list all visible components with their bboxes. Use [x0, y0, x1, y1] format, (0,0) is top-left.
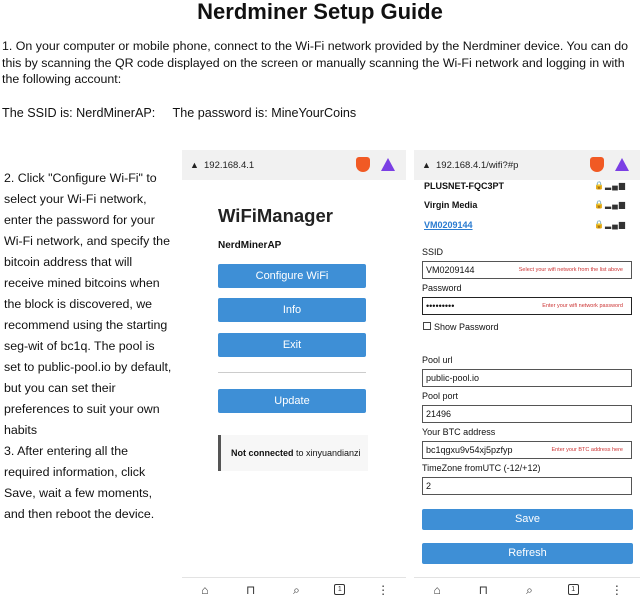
lock-signal-icon: 🔒▂▄▆	[594, 200, 626, 209]
wifimanager-title: WiFiManager	[218, 205, 333, 226]
search-icon[interactable]: ⌕	[526, 582, 533, 597]
address-bar[interactable]	[182, 150, 406, 180]
connection-status	[218, 435, 368, 471]
wifi-network-item[interactable]: VM0209144	[424, 220, 473, 230]
bookmark-icon[interactable]: ⊓	[246, 582, 256, 597]
browser-nav-bar	[182, 577, 406, 601]
btc-address-hint: Enter your BTC address here	[551, 447, 623, 453]
pool-port-value: 21496	[426, 409, 452, 419]
status-network: to xinyuandianzi	[293, 448, 361, 458]
divider	[218, 372, 366, 373]
lock-signal-icon: 🔒▂▄▆	[594, 220, 626, 229]
tabs-icon[interactable]: 1	[568, 584, 579, 595]
btc-address-value: bc1qgxu9v54xj5pzfyp	[426, 445, 513, 455]
save-button[interactable]: Save	[422, 509, 633, 530]
timezone-input[interactable]	[422, 477, 632, 495]
credentials-text: The SSID is: NerdMinerAP: The password is: MineYourCoins	[2, 106, 357, 120]
url-text: 192.168.4.1	[204, 160, 255, 171]
btc-address-input[interactable]	[422, 441, 632, 459]
password-hint: Enter your wifi network password	[542, 303, 623, 309]
brave-icon[interactable]	[356, 157, 370, 172]
password-label: Password	[422, 283, 462, 293]
wifi-config-screenshot	[414, 150, 640, 601]
warning-icon: ▲	[422, 160, 431, 170]
page-title: Nerdminer Setup Guide	[197, 0, 443, 24]
btc-address-label: Your BTC address	[422, 427, 496, 437]
ap-name: NerdMinerAP	[218, 240, 282, 251]
wifimanager-home-screenshot	[182, 150, 406, 601]
rewards-triangle-icon[interactable]	[615, 158, 629, 171]
home-icon[interactable]: ⌂	[201, 582, 209, 597]
address-bar[interactable]	[414, 150, 640, 180]
tabs-icon[interactable]: 1	[334, 584, 345, 595]
step-1-text: 1. On your computer or mobile phone, connect to the Wi-Fi network provided by the Nerdminer device. You can do this by scanning the QR code displayed on the screen or manually scanning the Wi-Fi network and logging in with the following account:	[2, 39, 629, 87]
bookmark-icon[interactable]: ⊓	[478, 582, 488, 597]
url-text: 192.168.4.1/wifi?#p	[436, 160, 519, 171]
status-bold: Not connected	[231, 448, 294, 458]
ssid-label: SSID	[422, 247, 444, 257]
pool-port-input[interactable]	[422, 405, 632, 423]
search-icon[interactable]: ⌕	[293, 582, 300, 597]
ssid-input[interactable]	[422, 261, 632, 279]
wifi-network-item[interactable]: PLUSNET-FQC3PT	[424, 181, 505, 191]
refresh-button[interactable]: Refresh	[422, 543, 633, 564]
info-button[interactable]: Info	[218, 298, 366, 322]
timezone-label: TimeZone fromUTC (-12/+12)	[422, 463, 541, 473]
wifi-network-item[interactable]: Virgin Media	[424, 200, 478, 210]
step-3-text: 3. After entering all the required information, click Save, wait a few moments, and then reboot the device.	[4, 444, 155, 521]
lock-signal-icon: 🔒▂▄▆	[594, 181, 626, 190]
timezone-value: 2	[426, 481, 432, 491]
password-value: •••••••••	[426, 301, 455, 311]
home-icon[interactable]: ⌂	[433, 582, 441, 597]
brave-icon[interactable]	[590, 157, 604, 172]
browser-nav-bar	[414, 577, 640, 601]
pool-url-value: public-pool.io	[426, 373, 480, 383]
rewards-triangle-icon[interactable]	[381, 158, 395, 171]
step-2-text: 2. Click "Configure Wi-Fi" to select your Wi-Fi network, enter the password for your Wi-Fi network, and specify the bitcoin address that will receive mined bitcoins when the block is discovered, we recommend using the starting seg-wit of bc1q. The pool is set to public-pool.io by default, but you can set their preferences to suit your own habits	[4, 171, 172, 437]
warning-icon: ▲	[190, 160, 199, 170]
menu-dots-icon[interactable]: ⋮	[377, 582, 390, 597]
menu-dots-icon[interactable]: ⋮	[610, 582, 623, 597]
exit-button[interactable]: Exit	[218, 333, 366, 357]
update-button[interactable]: Update	[218, 389, 366, 413]
configure-wifi-button[interactable]: Configure WiFi	[218, 264, 366, 288]
password-input[interactable]	[422, 297, 632, 315]
show-password-label[interactable]: Show Password	[434, 322, 499, 332]
ssid-value: VM0209144	[426, 265, 475, 275]
pool-port-label: Pool port	[422, 391, 459, 401]
show-password-checkbox[interactable]	[423, 322, 431, 330]
pool-url-input[interactable]	[422, 369, 632, 387]
steps-text	[4, 168, 172, 525]
pool-url-label: Pool url	[422, 355, 453, 365]
ssid-hint: Select your wifi network from the list above	[518, 267, 623, 273]
